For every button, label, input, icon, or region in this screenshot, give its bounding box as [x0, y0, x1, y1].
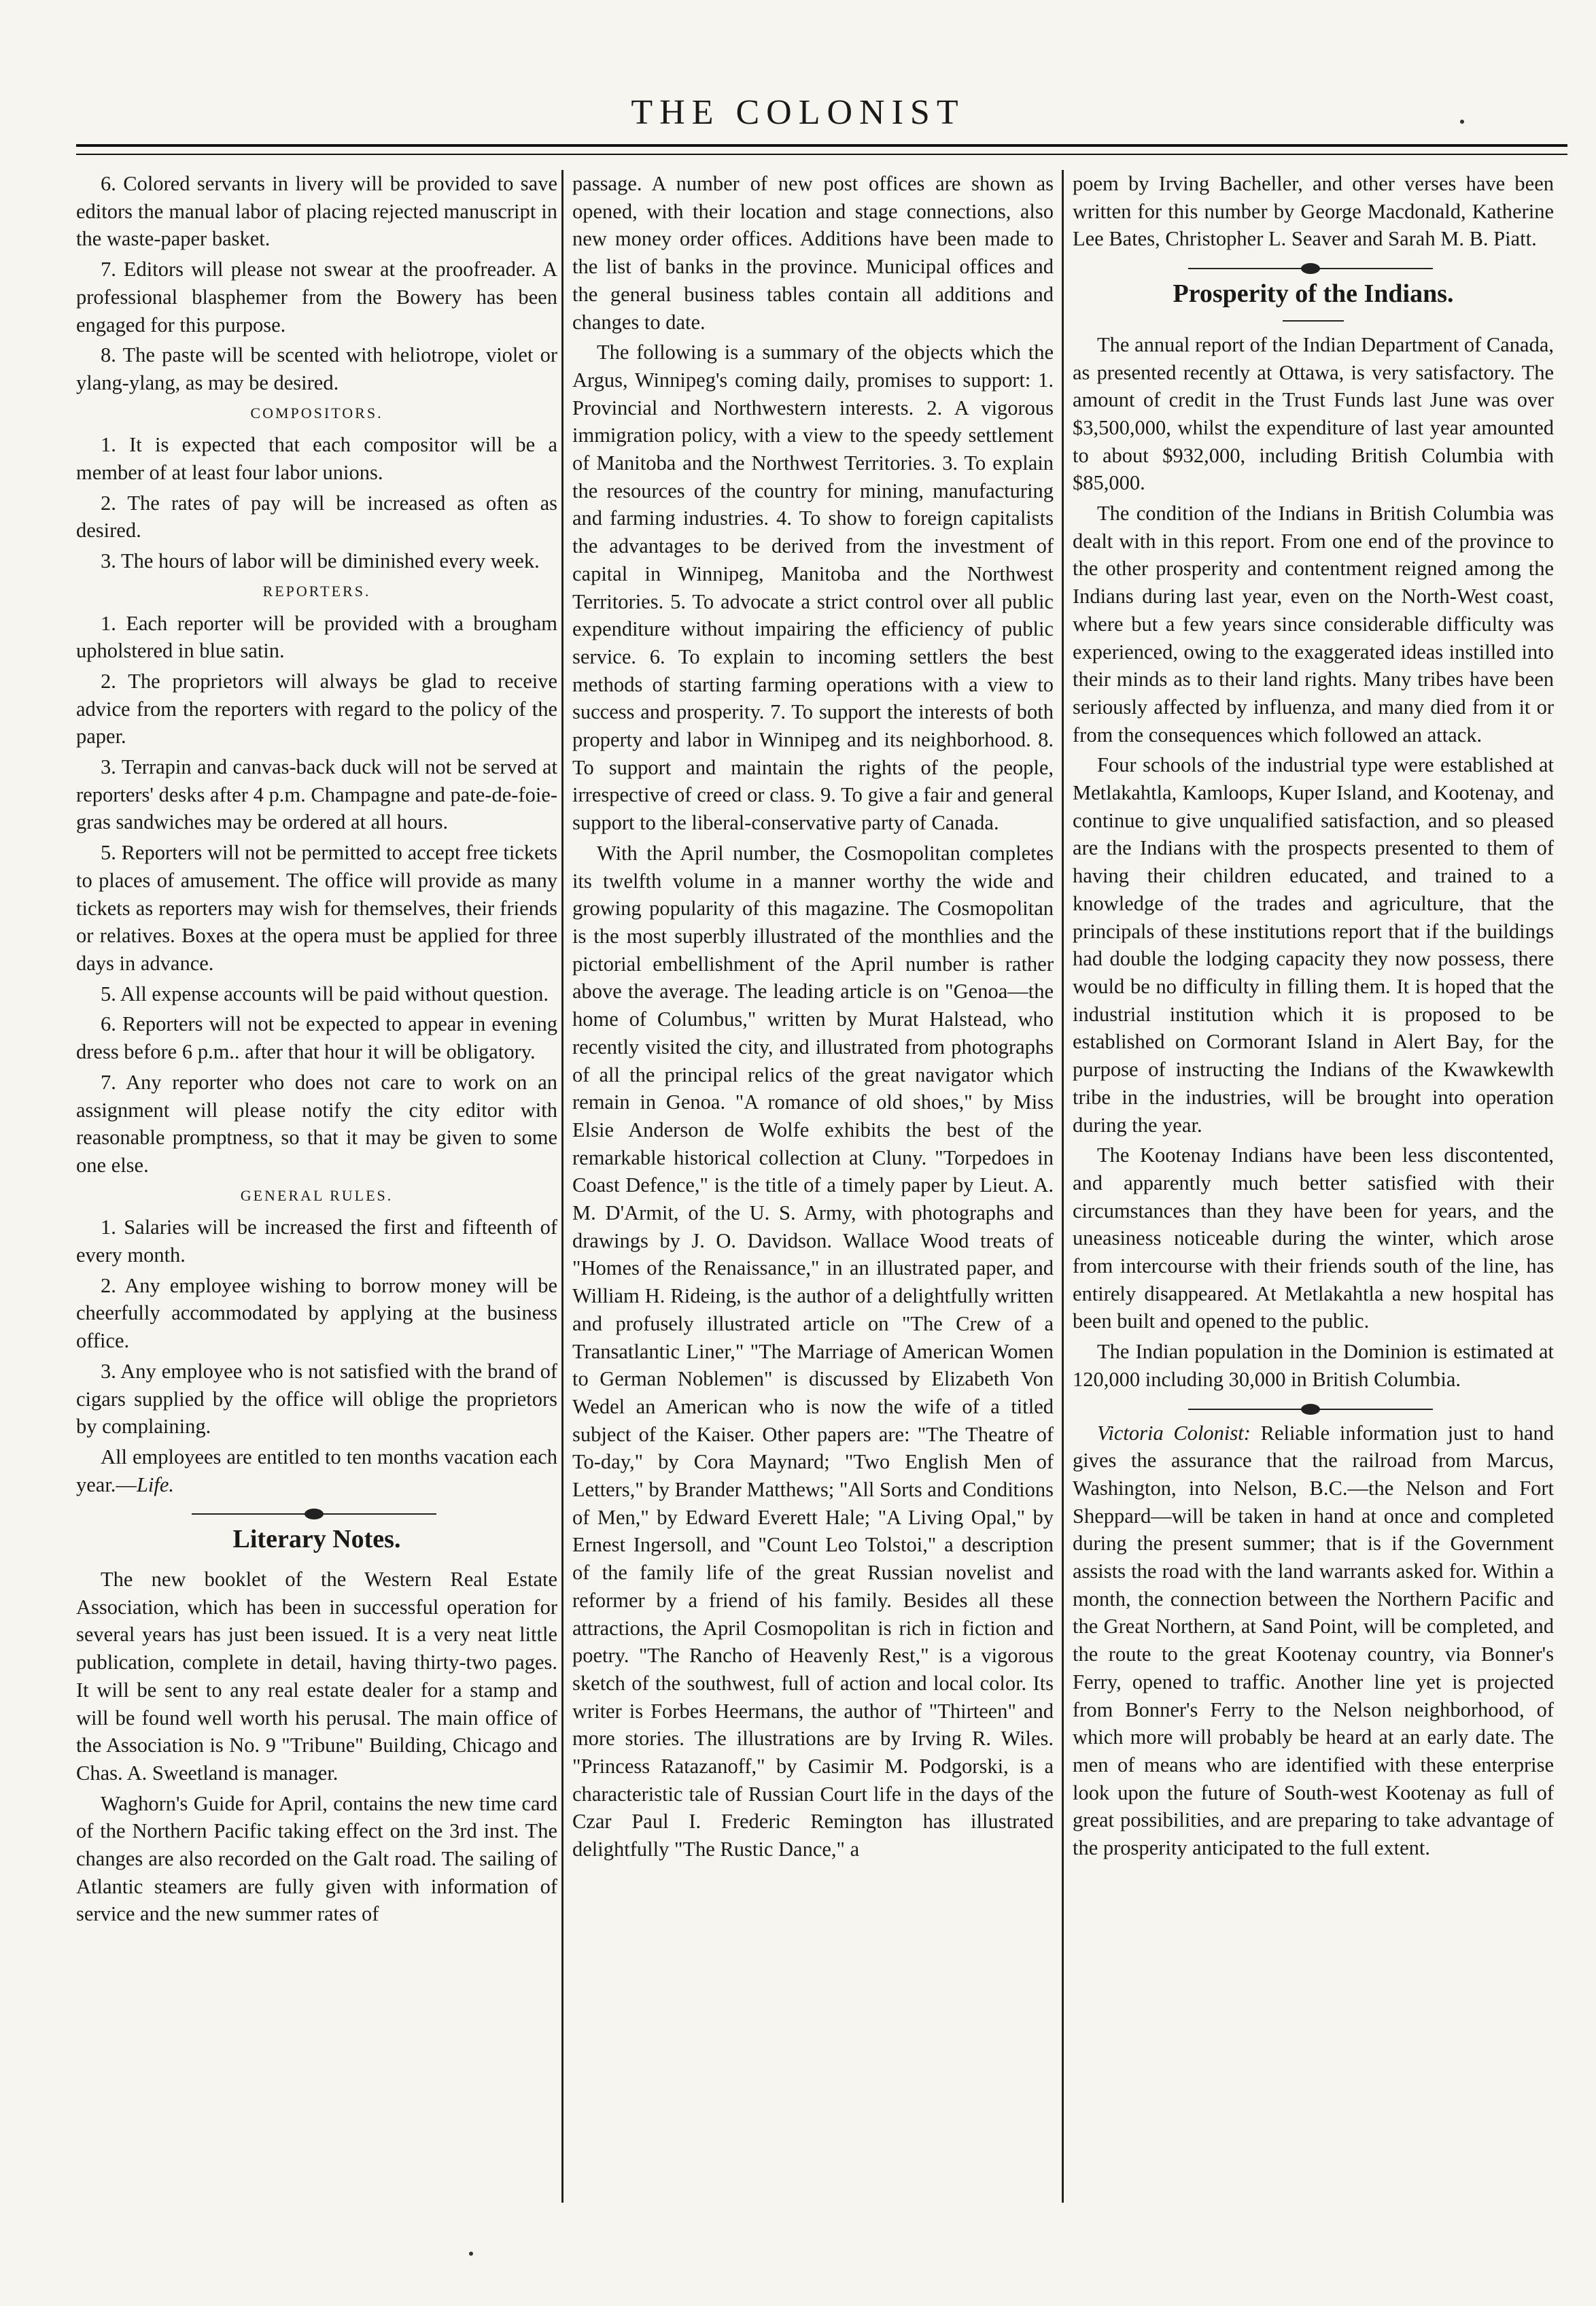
- paragraph: passage. A number of new post offices are shown as opened, with their location and stage connections, also new money order offices. Additions have been made to the list of banks in the province. Municipal offices and the general business tables contain all additions and changes to date.: [572, 172, 1054, 334]
- paragraph: 6. Reporters will not be expected to appear in evening dress before 6 p.m.. after that hour it will be obligatory.: [76, 1012, 557, 1064]
- paragraph: The condition of the Indians in British Columbia was dealt with in this report. From one end of the province to the other prosperity and contentment reigned among the Indians during last year, even on the North-West coast, where but a few years since considerable difficulty was experienced, owing to the exaggerated ideas instilled into their minds as to their land rights. Many tribes have been seriously affected by influenza, and many died from it or from the consequences which followed an attack.: [1073, 502, 1554, 746]
- paragraph: 7. Any reporter who does not care to work on an assignment will please notify the city editor with reasonable promptness, so that it may be given to some one else.: [76, 1070, 557, 1177]
- paragraph: 5. Reporters will not be permitted to accept free tickets to places of amusement. The office will provide as many tickets as reporters may wish for themselves, their friends or relatives. Boxes at the opera must be applied for three days in advance.: [76, 841, 557, 975]
- paragraph: Waghorn's Guide for April, contains the new time card of the Northern Pacific taking effect on the 3rd inst. The changes are also recorded on the Galt road. The sailing of Atlantic steamers are fully given with information of service and the new summer rates of: [76, 1791, 557, 1926]
- signature: Life.: [136, 1473, 175, 1496]
- paragraph: The following is a summary of the objects which the Argus, Winnipeg's coming daily, promises to support: 1. Provincial and Northwestern interests. 2. A vigorous immigration policy, with a view to the speedy settlement of Manitoba and the Northwest Territories. 3. To explain the resources of the country for mining, manufacturing and farming industries. 4. To show to foreign capitalists the advantages to be derived from the investment of capital in Winnipeg, Manitoba and the Northwest Territories. 5. To advocate a strict control over all public expenditure without impairing the efficiency of public service. 6. To explain to incoming settlers the best methods of starting farming operations with a view to success and prosperity. 7. To support the interests of both property and labor in Winnipeg and its neighborhood. 8. To support and maintain the rights of the people, irrespective of creed or class. 9. To give a fair and general support to the liberal-conservative party of Canada.: [572, 341, 1054, 835]
- paragraph: 1. Salaries will be increased the first and fifteenth of every month.: [76, 1216, 557, 1267]
- masthead-title: THE COLONIST: [631, 93, 965, 132]
- masthead-rule: [76, 144, 1567, 147]
- ornament-divider: [1073, 1403, 1554, 1415]
- paragraph: 2. The proprietors will always be glad to receive advice from the reporters with regard to the policy of the paper.: [76, 669, 557, 748]
- paragraph: [76, 1443, 557, 1498]
- column-right: [1073, 170, 1554, 2209]
- column-divider: [1062, 170, 1064, 2203]
- paragraph: The annual report of the Indian Department of Canada, as presented recently at Ottawa, is very satisfactory. The amount of credit in the Trust Funds last June was over $3,500,000, whilst the expenditure of last year amounted to about $932,000, including British Columbia with $85,000.: [1073, 332, 1554, 495]
- paragraph: 2. The rates of pay will be increased as often as desired.: [76, 491, 557, 543]
- paragraph: 3. Terrapin and canvas-back duck will not be served at reporters' desks after 4 p.m. Champagne and pate-de-foie-gras sandwiches may be ordered at all hours.: [76, 755, 557, 834]
- paragraph: poem by Irving Bacheller, and other verses have been written for this number by George Macdonald, Katherine Lee Bates, Christopher L. Seaver and Sarah M. B. Piatt.: [1073, 172, 1554, 251]
- paragraph: The Indian population in the Dominion is estimated at 120,000 including 30,000 in British Columbia.: [1073, 1340, 1554, 1391]
- article-headline: Prosperity of the Indians.: [1173, 279, 1454, 309]
- ornament-divider: [76, 1508, 557, 1520]
- column-divider: [561, 170, 563, 2203]
- paragraph: 2. Any employee wishing to borrow money will be cheerfully accommodated by applying at the business office.: [76, 1273, 557, 1353]
- section-subhead: REPORTERS.: [262, 582, 371, 600]
- paragraph: 3. Any employee who is not satisfied with the brand of cigars supplied by the office will oblige the proprietors by complaining.: [76, 1359, 557, 1439]
- paragraph: [1073, 1419, 1554, 1862]
- paragraph: Four schools of the industrial type were established at Metlakahtla, Kamloops, Kuper Island, and Kootenay, and continue to give unqualified satisfaction, and so pleased are the Indians with the prospects presented to them of having their children educated, and trained to a knowledge of the trades and agriculture, that the principals of these institutions report that if the buildings had double the lodging capacity they now possess, there would be no difficulty in filling them. It is hoped that the industrial institution which it is proposed to be established on Cormorant Island in Alert Bay, for the purpose of instructing the Indians of the Kwawkewlth tribe in the industries, will be brought into operation during the year.: [1073, 753, 1554, 1137]
- column-middle: [572, 170, 1054, 2209]
- article-headline: Literary Notes.: [232, 1525, 401, 1554]
- print-speck: [469, 2252, 473, 2256]
- headline-rule: [1283, 320, 1344, 322]
- masthead-rule-thin: [76, 154, 1567, 155]
- paragraph: 8. The paste will be scented with heliotrope, violet or ylang-ylang, as may be desired.: [76, 343, 557, 394]
- paragraph: With the April number, the Cosmopolitan completes its twelfth volume in a manner worthy the wide and growing popularity of this magazine. The Cosmopolitan is the most superbly illustrated of the monthlies and the pictorial embellishment of the April number is rather above the average. The leading article is on "Genoa—the home of Columbus," written by Murat Halstead, who recently visited the city, and illustrated from photographs of all the principal relics of the great navigator which remain in Genoa. "A romance of old shoes," by Miss Elsie Anderson de Wolfe exhibits the best of the remarkable historical collection at Cluny. "Torpedoes in Coast Defence," is the title of a timely paper by Lieut. A. M. D'Armit, of the U. S. Army, with photographs and drawings by J. O. Davidson. Wallace Wood treats of "Homes of the Renaissance," in an illustrated paper, and William H. Rideing, is the author of a delightfully written and profusely illustrated article on "The Crew of a Transatlantic Liner," "The Marriage of American Women to German Noblemen" is discussed by Elizabeth Von Wedel an American who is now the wife of a titled subject of the Kaiser. Other papers are: "The Theatre of To-day," by Cora Maynard; "Two English Men of Letters," by Brander Matthews; "All Sorts and Conditions of Men," by Edward Everett Hale; "A Living Opal," by Ernest Ingersoll, and "Count Leo Tolstoi," a description of the family life of the great Russian novelist and reformer by a friend of his family. Besides all these attractions, the April Cosmopolitan is rich in fiction and poetry. "The Rancho of Heavenly Rest," is a vigorous sketch of the southwest, full of action and local color. Its writer is Forbes Heermans, the author of "Thirteen" and more stories. The illustrations are by Irving R. Wiles. "Princess Ratazanoff," by Casimir M. Podgorski, is a characteristic tale of Russian Court life in the days of the Czar Paul I. Frederic Remington has illustrated delightfully "The Rustic Dance," a: [572, 841, 1054, 1861]
- column-left: [76, 170, 557, 2209]
- section-subhead: GENERAL RULES.: [240, 1186, 394, 1204]
- section-subhead: COMPOSITORS.: [250, 404, 383, 421]
- paragraph: 1. It is expected that each compositor will be a member of at least four labor unions.: [76, 433, 557, 485]
- paragraph: 5. All expense accounts will be paid without question.: [101, 982, 549, 1005]
- paragraph-text: Reliable information just to hand gives the assurance that the railroad from Marcus, Washington, into Nelson, B.C.—the Nelson and Fort Sheppard—will be taken in hand at once and completed during the present summer; that is if the Government assists the road with the land warrants asked for. Within a month, the connection between the Northern Pacific and the Great Northern, at Sand Point, will be completed, and the route to the great Kootenay country, via Bonner's Ferry, opened to traffic. Another line yet is projected from Bonner's Ferry to the Nelson neighborhood, of which more will probably be heard at an early date. The men of means who are identified with these enterprise look upon the future of South-west Kootenay as full of great possibilities, and are preparing to take advantage of the prosperity anticipated to the full extent.: [1073, 1421, 1554, 1860]
- paragraph: 6. Colored servants in livery will be provided to save editors the manual labor of placing rejected manuscript in the waste-paper basket.: [76, 172, 557, 251]
- paragraph: The new booklet of the Western Real Estate Association, which has been in successful operation for several years has just been issued. It is a very neat little publication, complete in detail, having thirty-two pages. It will be sent to any real estate dealer for a stamp and will be found well worth his perusal. The main office of the Association is No. 9 "Tribune" Building, Chicago and Chas. A. Sweetland is manager.: [76, 1568, 557, 1785]
- paragraph: 3. The hours of labor will be diminished every week.: [101, 549, 540, 573]
- paragraph-text: All employees are entitled to ten months vacation each year.—: [76, 1445, 557, 1496]
- paragraph: The Kootenay Indians have been less discontented, and apparently much better satisfied with their circumstances than they have been for years, and the uneasiness noticeable during the winter, which arose from intercourse with their friends south of the line, has entirely disappeared. At Metlakahtla a new hospital has been built and opened to the public.: [1073, 1143, 1554, 1333]
- print-speck: [1460, 120, 1464, 124]
- paragraph: 1. Each reporter will be provided with a brougham upholstered in blue satin.: [76, 611, 557, 663]
- ornament-divider: [1073, 262, 1554, 275]
- source-credit: Victoria Colonist:: [1097, 1421, 1251, 1445]
- paragraph: 7. Editors will please not swear at the proofreader. A professional blasphemer from the Bowery has been engaged for this purpose.: [76, 258, 557, 337]
